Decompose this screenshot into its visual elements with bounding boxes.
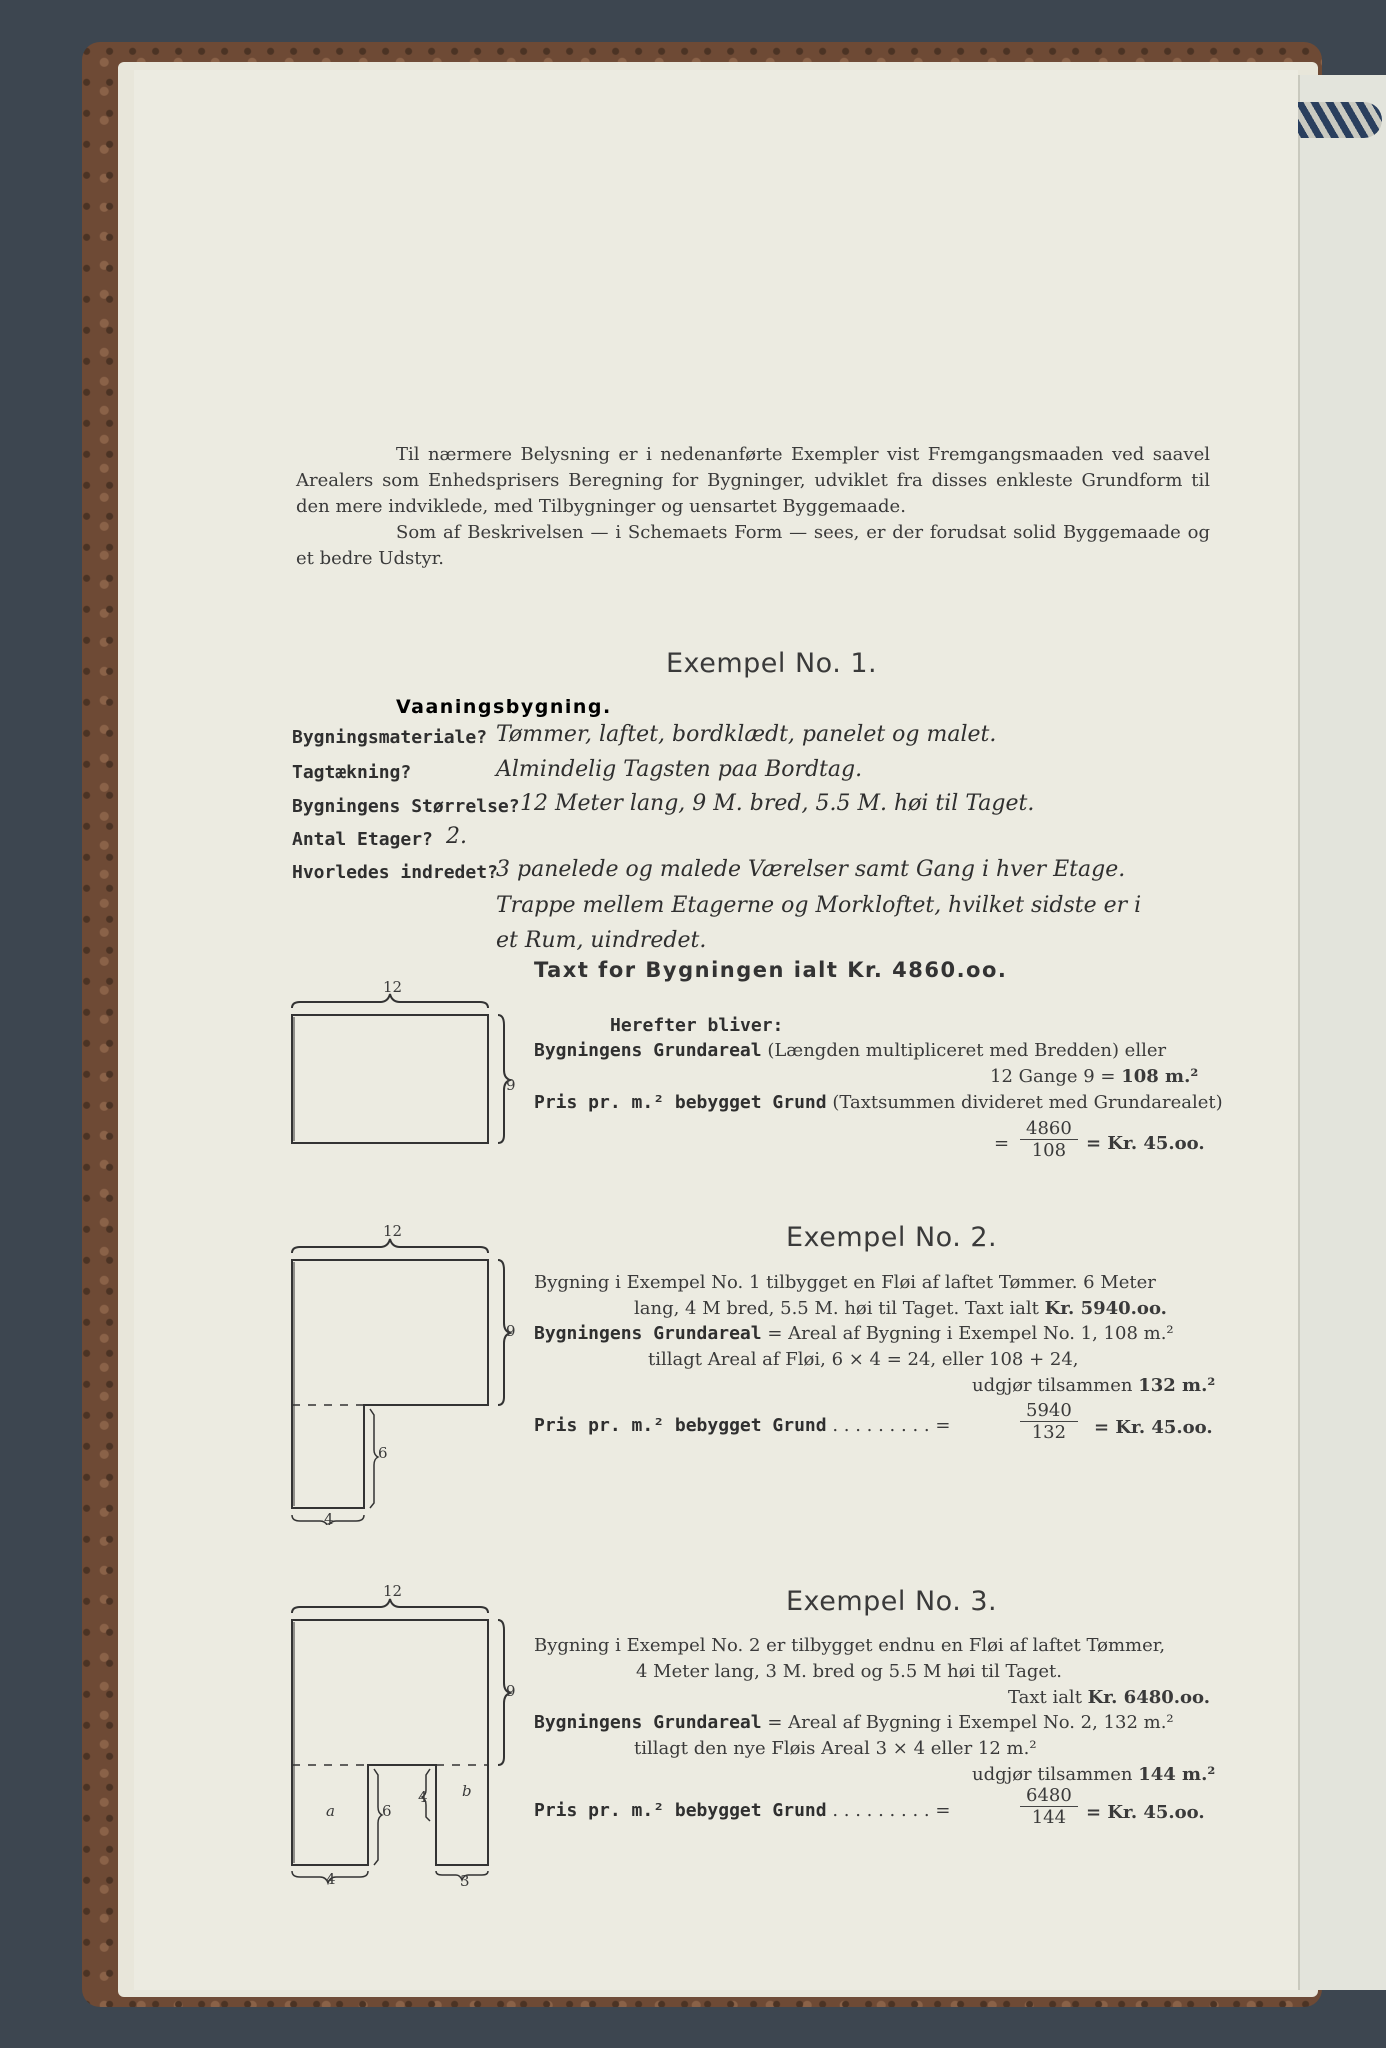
ex3-grundareal-text: = Areal af Bygning i Exempel No. 2, 132 m.² (767, 1712, 1174, 1733)
ex1-pris-line (534, 1092, 1223, 1113)
example-2-title: Exempel No. 2. (786, 1222, 998, 1253)
ex2-numerator: 5940 (1020, 1400, 1078, 1422)
plan-rect (292, 1015, 488, 1143)
dim-bracket-12 (292, 994, 488, 1008)
dim-label-3c: 3 (460, 1872, 470, 1890)
ex3-pris-label: Pris pr. m.² bebygget Grund (534, 1800, 827, 1821)
ex2-pris-label: Pris pr. m.² bebygget Grund (534, 1415, 827, 1436)
ex2-grundareal-text: = Areal af Bygning i Exempel No. 1, 108 m.² (767, 1323, 1174, 1344)
ex1-pris-text: (Taxtsummen divideret med Grundarealet) (832, 1092, 1223, 1113)
dim-label-4c: 4 (326, 1870, 336, 1888)
answer-roofing: Almindelig Tagsten paa Bordtag. (496, 757, 863, 782)
dim-bracket-12 (292, 1599, 488, 1613)
ex2-line-2 (634, 1298, 1167, 1319)
ex3-line-3 (1008, 1687, 1210, 1708)
example-1-taxt: Taxt for Bygningen ialt Kr. 4860.oo. (534, 958, 1008, 982)
ex3-grundareal-label: Bygningens Grundareal (534, 1712, 762, 1733)
ex2-line-2-text: lang, 4 M bred, 5.5 M. høi til Taget. Taxt ialt (634, 1298, 1045, 1319)
ex3-dots: . . . . . . . . . = (832, 1800, 951, 1821)
dim-bracket-6 (370, 1409, 378, 1508)
wing-label-b: b (462, 1782, 472, 1800)
ex3-line-3-text: Taxt ialt (1008, 1687, 1088, 1708)
ex1-numerator: 4860 (1020, 1118, 1078, 1140)
question-size: Bygningens Størrelse? (292, 796, 520, 817)
ex2-grundareal-line (534, 1323, 1174, 1344)
ex3-fraction (1020, 1785, 1078, 1828)
plan-u-shape (292, 1620, 488, 1865)
ex1-calc-text: 12 Gange 9 = (990, 1066, 1122, 1087)
ex1-fraction (1020, 1118, 1078, 1161)
ex2-total-area: 132 m.² (1138, 1375, 1216, 1396)
dim-label-4b: 4 (324, 1510, 334, 1528)
ex2-taxt-value: Kr. 5940.oo. (1044, 1298, 1167, 1319)
question-roofing: Tagtækning? (292, 762, 412, 783)
ex2-line-4: tillagt Areal af Fløi, 6 × 4 = 24, eller 108 + 24, (648, 1349, 1079, 1370)
ex3-result: = Kr. 45.oo. (1086, 1802, 1205, 1823)
floorplan-3 (280, 1585, 520, 1885)
next-page-edge (1298, 75, 1386, 1990)
intro-paragraph-2: Som af Beskrivelsen — i Schemaets Form — sees, er der forudsat solid Byggemaade og et bedre Udstyr. (296, 522, 1210, 569)
ex3-numerator: 6480 (1020, 1785, 1078, 1807)
floorplan-2 (280, 1225, 520, 1525)
example-3-title: Exempel No. 3. (786, 1586, 998, 1617)
ex3-grundareal-line (534, 1712, 1174, 1733)
answer-material: Tømmer, laftet, bordklædt, panelet og malet. (496, 722, 997, 747)
ex2-grundareal-label: Bygningens Grundareal (534, 1323, 762, 1344)
ex2-line-5 (972, 1375, 1215, 1396)
answer-layout-line-3: et Rum, uindredet. (496, 928, 707, 953)
dim-label-12b: 12 (383, 1222, 403, 1240)
ex2-line-5-text: udgjør tilsammen (972, 1375, 1139, 1396)
dim-label-9a: 9 (506, 1076, 516, 1094)
ex1-denominator: 108 (1031, 1140, 1067, 1161)
dim-bracket-12 (292, 1239, 488, 1253)
ex1-grundareal-calc (990, 1066, 1198, 1087)
ex3-denominator: 144 (1031, 1807, 1067, 1828)
answer-layout-line-2: Trappe mellem Etagerne og Morkloftet, hvilket sidste er i (496, 893, 1142, 918)
plan-l-shape (292, 1260, 488, 1508)
ex1-pris-label: Pris pr. m.² bebygget Grund (534, 1092, 827, 1113)
ex2-pris-line (534, 1415, 950, 1436)
wing-label-a: a (326, 1802, 335, 1820)
example-1-subtitle: Vaaningsbygning. (396, 696, 612, 718)
question-material: Bygningsmateriale? (292, 727, 488, 748)
ex2-dots: . . . . . . . . . = (832, 1415, 951, 1436)
ex1-grundareal-label: Bygningens Grundareal (534, 1040, 762, 1061)
ex3-line-6-text: udgjør tilsammen (972, 1764, 1139, 1785)
ex3-line-1: Bygning i Exempel No. 2 er tilbygget endnu en Fløi af laftet Tømmer, (534, 1635, 1166, 1656)
question-floors: Antal Etager? (292, 829, 433, 850)
dim-label-6b: 6 (378, 1444, 388, 1462)
dim-label-12a: 12 (383, 978, 403, 996)
ex3-line-2: 4 Meter lang, 3 M. bred og 5.5 M høi til Taget. (636, 1661, 1063, 1682)
ex1-grundareal-text: (Længden multipliceret med Bredden) eller (767, 1040, 1167, 1061)
answer-size: 12 Meter lang, 9 M. bred, 5.5 M. høi til Taget. (520, 791, 1035, 816)
ex3-total-area: 144 m.² (1138, 1764, 1216, 1785)
ex3-pris-line (534, 1800, 950, 1821)
ex2-denominator: 132 (1031, 1422, 1067, 1443)
answer-floors: 2. (446, 824, 467, 849)
dim-label-9c: 9 (506, 1682, 516, 1700)
ex1-calc-result: 108 m.² (1121, 1066, 1199, 1087)
question-layout: Hvorledes indredet? (292, 862, 498, 883)
intro-text (296, 442, 1210, 572)
ex3-taxt-value: Kr. 6480.oo. (1087, 1687, 1210, 1708)
herefter-label: Herefter bliver: (610, 1015, 784, 1036)
intro-paragraph-1: Til nærmere Belysning er i nedenanførte Exempler vist Fremgangsmaaden ved saavel Arealers som Enhedsprisers Beregning for Bygninger, udviklet fra disses enkleste Grundform til den mere indviklede, med Tilbygninger og uensartet Byggemaade. (296, 444, 1210, 517)
floorplan-1 (280, 980, 520, 1170)
ex1-result: = Kr. 45.oo. (1086, 1133, 1205, 1154)
dim-label-6c: 6 (382, 1802, 392, 1820)
ex2-fraction (1020, 1400, 1078, 1443)
answer-layout-line-1: 3 panelede og malede Værelser samt Gang i hver Etage. (496, 857, 1126, 882)
dim-label-4-inner: 4 (418, 1788, 428, 1806)
ex3-line-6 (972, 1764, 1215, 1785)
dim-label-12c: 12 (383, 1582, 403, 1600)
ex1-eq: = (994, 1133, 1010, 1154)
ex2-line-1: Bygning i Exempel No. 1 tilbygget en Fløi af laftet Tømmer. 6 Meter (534, 1272, 1156, 1293)
example-1-title: Exempel No. 1. (666, 648, 878, 679)
ex1-grundareal-line (534, 1040, 1166, 1061)
dim-label-9b: 9 (506, 1322, 516, 1340)
ex2-result: = Kr. 45.oo. (1094, 1417, 1213, 1438)
dim-bracket-6 (374, 1769, 382, 1865)
ex3-line-5: tillagt den nye Fløis Areal 3 × 4 eller 12 m.² (634, 1738, 1037, 1759)
